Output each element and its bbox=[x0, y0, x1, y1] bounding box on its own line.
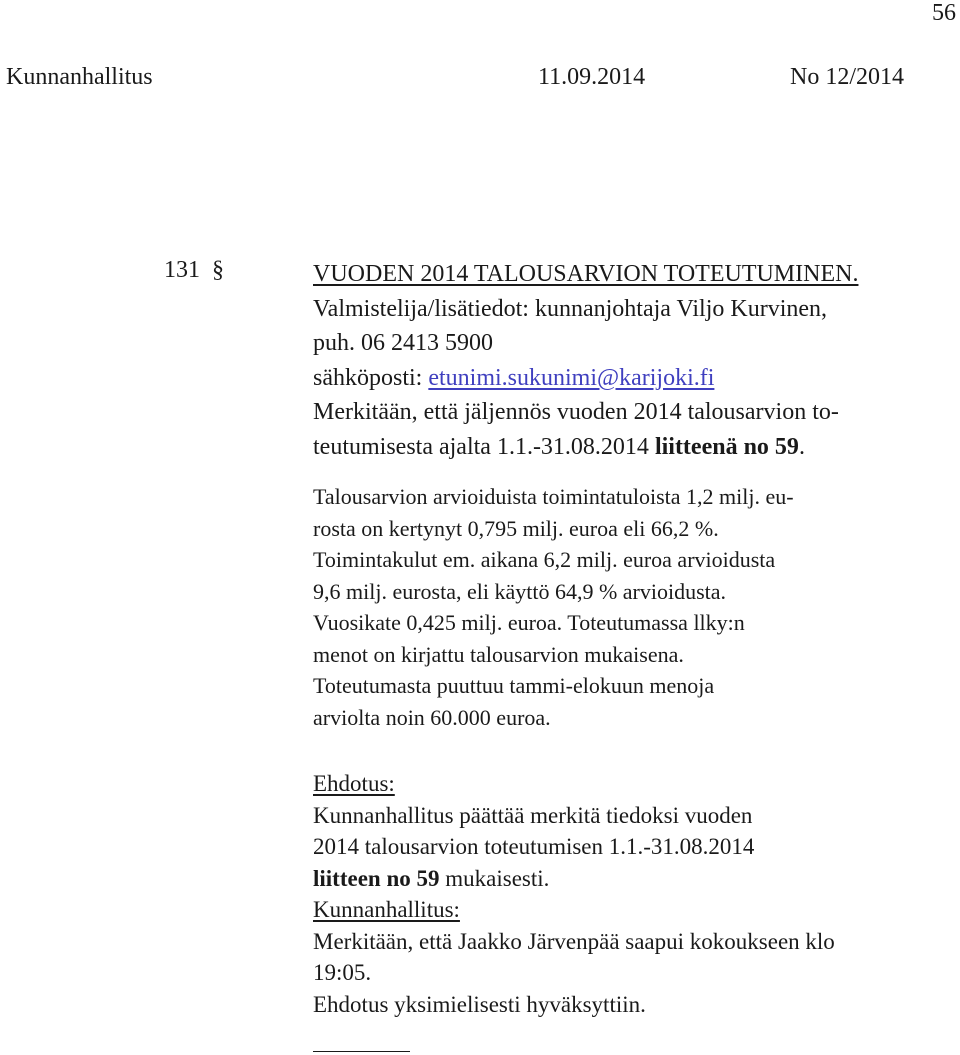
proposal-line bbox=[313, 863, 835, 895]
proposal-heading: Ehdotus: bbox=[313, 771, 395, 796]
item-header-block bbox=[313, 257, 858, 464]
summary-line: Vuosikate 0,425 milj. euroa. Toteutumassa llky:n bbox=[313, 610, 745, 635]
proposal-line: 2014 talousarvion toteutumisen 1.1.-31.08.2014 bbox=[313, 834, 755, 859]
attachment-note-end: . bbox=[798, 433, 805, 460]
summary-line: 9,6 milj. eurosta, eli käyttö 64,9 % arvioidusta. bbox=[313, 578, 727, 604]
budget-summary-block bbox=[313, 481, 794, 733]
phone-line: puh. 06 2413 5900 bbox=[313, 330, 493, 356]
page-number: 56 bbox=[932, 0, 956, 26]
header-date: 11.09.2014 bbox=[538, 64, 646, 90]
email-link[interactable]: etunimi.sukunimi@karijoki.fi bbox=[428, 364, 715, 391]
board-line: Ehdotus yksimielisesti hyväksyttiin. bbox=[313, 991, 646, 1017]
attachment-reference: liitteenä no 59 bbox=[654, 433, 799, 460]
header-organization: Kunnanhallitus bbox=[6, 64, 153, 90]
summary-line: rosta on kertynyt 0,795 milj. euroa eli 66,2 %. bbox=[313, 515, 719, 541]
attachment-note-line1: Merkitään, että jäljennös vuoden 2014 talousarvion to- bbox=[313, 399, 839, 425]
attachment-note-line2 bbox=[313, 430, 858, 465]
proposal-line: Kunnanhallitus päättää merkitä tiedoksi vuoden bbox=[313, 802, 753, 828]
attachment-note-text: teutumisesta ajalta 1.1.-31.08.2014 bbox=[313, 433, 649, 460]
summary-line: menot on kirjattu talousarvion mukaisena. bbox=[313, 641, 684, 667]
email-line bbox=[313, 361, 858, 396]
summary-line: Toimintakulut em. aikana 6,2 milj. euroa arvioidusta bbox=[313, 547, 776, 572]
decision-block bbox=[313, 768, 835, 1020]
item-number: 131 bbox=[164, 257, 200, 283]
closing-rule bbox=[313, 1051, 410, 1052]
header-minutes-number: No 12/2014 bbox=[790, 64, 904, 90]
board-line: 19:05. bbox=[313, 960, 372, 985]
section-mark: § bbox=[212, 257, 224, 283]
email-label: sähköposti: bbox=[313, 364, 423, 391]
board-heading: Kunnanhallitus: bbox=[313, 897, 460, 922]
item-title: VUODEN 2014 TALOUSARVION TOTEUTUMINEN. bbox=[313, 261, 859, 287]
board-line: Merkitään, että Jaakko Järvenpää saapui kokoukseen klo bbox=[313, 928, 835, 954]
summary-line: Toteutumasta puuttuu tammi-elokuun menoja bbox=[313, 673, 715, 698]
proposal-line-end: mukaisesti. bbox=[439, 865, 550, 891]
summary-line: arviolta noin 60.000 euroa. bbox=[313, 704, 551, 730]
preparer-line: Valmistelija/lisätiedot: kunnanjohtaja Viljo Kurvinen, bbox=[313, 295, 828, 322]
summary-line: Talousarvion arvioiduista toimintatuloista 1,2 milj. eu- bbox=[313, 484, 794, 509]
attachment-reference: liitteen no 59 bbox=[313, 865, 440, 891]
